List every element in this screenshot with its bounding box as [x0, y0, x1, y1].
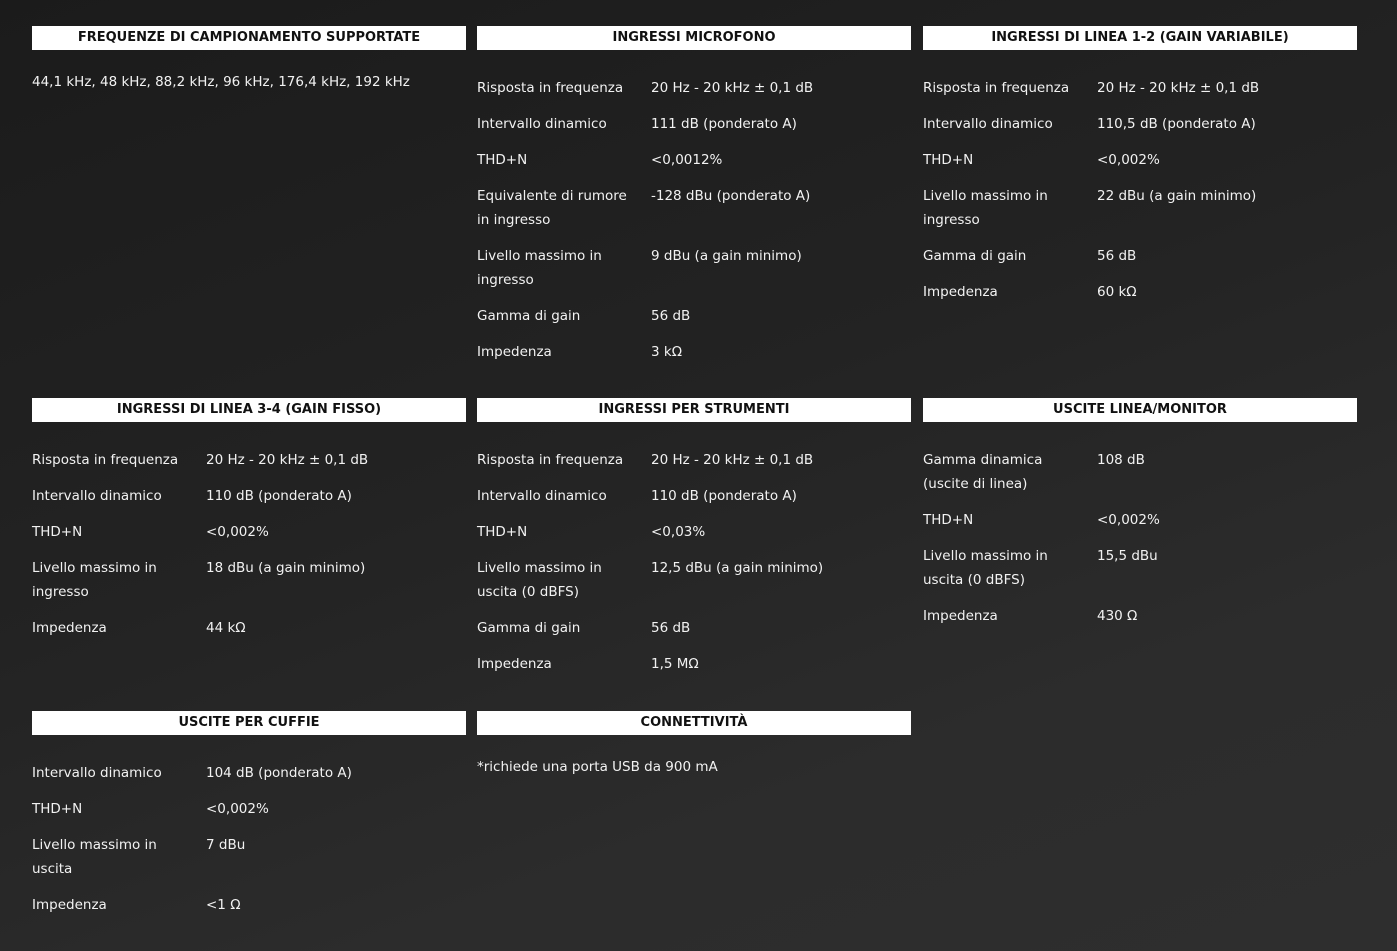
section-line-inputs-1-2 — [923, 26, 1357, 316]
spec-label: Impedenza — [923, 608, 998, 624]
spec-row — [477, 556, 911, 604]
spec-label: THD+N — [477, 524, 528, 540]
spec-label: Impedenza — [477, 344, 552, 360]
spec-value: <0,002% — [206, 524, 269, 540]
spec-row — [923, 76, 1357, 100]
section-title: FREQUENZE DI CAMPIONAMENTO SUPPORTATE — [32, 26, 466, 50]
spec-label: Intervallo dinamico — [32, 765, 162, 781]
spec-value: <0,002% — [206, 801, 269, 817]
spec-row — [32, 556, 466, 604]
spec-row — [477, 76, 911, 100]
spec-row — [923, 604, 1357, 628]
spec-row — [477, 616, 911, 640]
sample-rates-text: 44,1 kHz, 48 kHz, 88,2 kHz, 96 kHz, 176,4 kHz, 192 kHz — [32, 74, 410, 90]
spec-label: Risposta in frequenza — [477, 452, 624, 468]
spec-value: 15,5 dBu — [1097, 548, 1158, 564]
spec-value: 44 kΩ — [206, 620, 246, 636]
spec-value: <0,0012% — [651, 152, 723, 168]
section-mic-inputs — [477, 26, 911, 376]
spec-label: THD+N — [32, 524, 83, 540]
spec-label: Equivalente di rumore in ingresso — [477, 188, 627, 228]
section-title: INGRESSI DI LINEA 1-2 (GAIN VARIABILE) — [923, 26, 1357, 50]
spec-value: 20 Hz - 20 kHz ± 0,1 dB — [206, 452, 369, 468]
section-title: USCITE LINEA/MONITOR — [923, 398, 1357, 422]
spec-label: Risposta in frequenza — [477, 80, 624, 96]
section-sample-rates — [32, 26, 466, 94]
spec-row — [477, 340, 911, 364]
spec-value: 3 kΩ — [651, 344, 683, 360]
spec-row — [923, 184, 1357, 232]
spec-row — [477, 184, 911, 232]
spec-row — [923, 280, 1357, 304]
spec-label: Livello massimo in ingresso — [477, 248, 602, 288]
spec-row — [923, 448, 1357, 496]
spec-label: Gamma di gain — [477, 620, 581, 636]
spec-row — [923, 508, 1357, 532]
spec-value: 22 dBu (a gain minimo) — [1097, 188, 1257, 204]
spec-row — [923, 148, 1357, 172]
section-title: USCITE PER CUFFIE — [32, 711, 466, 735]
section-title: INGRESSI PER STRUMENTI — [477, 398, 911, 422]
spec-value: <0,002% — [1097, 512, 1160, 528]
section-line-monitor-outputs — [923, 398, 1357, 640]
spec-value: 12,5 dBu (a gain minimo) — [651, 560, 824, 576]
spec-value: -128 dBu (ponderato A) — [651, 188, 811, 204]
spec-value: 56 dB — [651, 620, 691, 636]
spec-row — [32, 797, 466, 821]
section-connectivity — [477, 711, 911, 779]
section-title: INGRESSI MICROFONO — [477, 26, 911, 50]
spec-label: Gamma di gain — [477, 308, 581, 324]
spec-label: Risposta in frequenza — [923, 80, 1070, 96]
spec-label: Impedenza — [32, 897, 107, 913]
spec-label: THD+N — [477, 152, 528, 168]
spec-row — [477, 520, 911, 544]
spec-row — [32, 833, 466, 881]
spec-row — [477, 304, 911, 328]
spec-value: <0,002% — [1097, 152, 1160, 168]
spec-value: 108 dB — [1097, 452, 1145, 468]
spec-value: 104 dB (ponderato A) — [206, 765, 352, 781]
spec-label: Intervallo dinamico — [477, 488, 607, 504]
spec-label: THD+N — [923, 152, 974, 168]
spec-value: 20 Hz - 20 kHz ± 0,1 dB — [651, 452, 814, 468]
spec-list — [923, 448, 1357, 628]
spec-list — [32, 448, 466, 640]
spec-list — [923, 76, 1357, 304]
section-headphone-outputs — [32, 711, 466, 929]
spec-label: Livello massimo in uscita (0 dBFS) — [923, 548, 1048, 588]
spec-value: 110 dB (ponderato A) — [206, 488, 352, 504]
spec-label: THD+N — [32, 801, 83, 817]
spec-row — [477, 652, 911, 676]
spec-row — [32, 520, 466, 544]
spec-value: 18 dBu (a gain minimo) — [206, 560, 366, 576]
spec-list — [477, 448, 911, 676]
spec-value: <1 Ω — [206, 897, 241, 913]
spec-value: 56 dB — [1097, 248, 1137, 264]
spec-row — [923, 244, 1357, 268]
spec-label: Intervallo dinamico — [32, 488, 162, 504]
spec-label: Gamma dinamica (uscite di linea) — [923, 452, 1043, 492]
spec-value: 60 kΩ — [1097, 284, 1137, 300]
connectivity-note: *richiede una porta USB da 900 mA — [477, 759, 718, 775]
spec-value: <0,03% — [651, 524, 706, 540]
spec-value: 9 dBu (a gain minimo) — [651, 248, 802, 264]
section-line-inputs-3-4 — [32, 398, 466, 652]
spec-row — [477, 148, 911, 172]
spec-row — [923, 112, 1357, 136]
spec-row — [477, 484, 911, 508]
spec-row — [477, 112, 911, 136]
section-title: INGRESSI DI LINEA 3-4 (GAIN FISSO) — [32, 398, 466, 422]
spec-value: 110 dB (ponderato A) — [651, 488, 797, 504]
spec-value: 20 Hz - 20 kHz ± 0,1 dB — [1097, 80, 1260, 96]
spec-row — [477, 448, 911, 472]
spec-label: Intervallo dinamico — [477, 116, 607, 132]
spec-label: Livello massimo in ingresso — [32, 560, 157, 600]
spec-list — [477, 76, 911, 364]
spec-label: Impedenza — [923, 284, 998, 300]
spec-label: Livello massimo in ingresso — [923, 188, 1048, 228]
spec-row — [32, 893, 466, 917]
spec-value: 430 Ω — [1097, 608, 1138, 624]
spec-value: 110,5 dB (ponderato A) — [1097, 116, 1256, 132]
spec-label: Impedenza — [32, 620, 107, 636]
spec-value: 56 dB — [651, 308, 691, 324]
spec-row — [32, 616, 466, 640]
spec-value: 1,5 MΩ — [651, 656, 699, 672]
spec-row — [32, 761, 466, 785]
spec-value: 20 Hz - 20 kHz ± 0,1 dB — [651, 80, 814, 96]
spec-label: Gamma di gain — [923, 248, 1027, 264]
spec-label: THD+N — [923, 512, 974, 528]
spec-label: Livello massimo in uscita (0 dBFS) — [477, 560, 602, 600]
spec-row — [477, 244, 911, 292]
spec-value: 7 dBu — [206, 837, 246, 853]
spec-row — [32, 484, 466, 508]
spec-value: 111 dB (ponderato A) — [651, 116, 797, 132]
section-instrument-inputs — [477, 398, 911, 688]
spec-label: Livello massimo in uscita — [32, 837, 157, 877]
section-title: CONNETTIVITÀ — [477, 711, 911, 735]
spec-row — [923, 544, 1357, 592]
spec-row — [32, 448, 466, 472]
spec-list — [32, 761, 466, 917]
spec-label: Intervallo dinamico — [923, 116, 1053, 132]
spec-label: Risposta in frequenza — [32, 452, 179, 468]
spec-label: Impedenza — [477, 656, 552, 672]
